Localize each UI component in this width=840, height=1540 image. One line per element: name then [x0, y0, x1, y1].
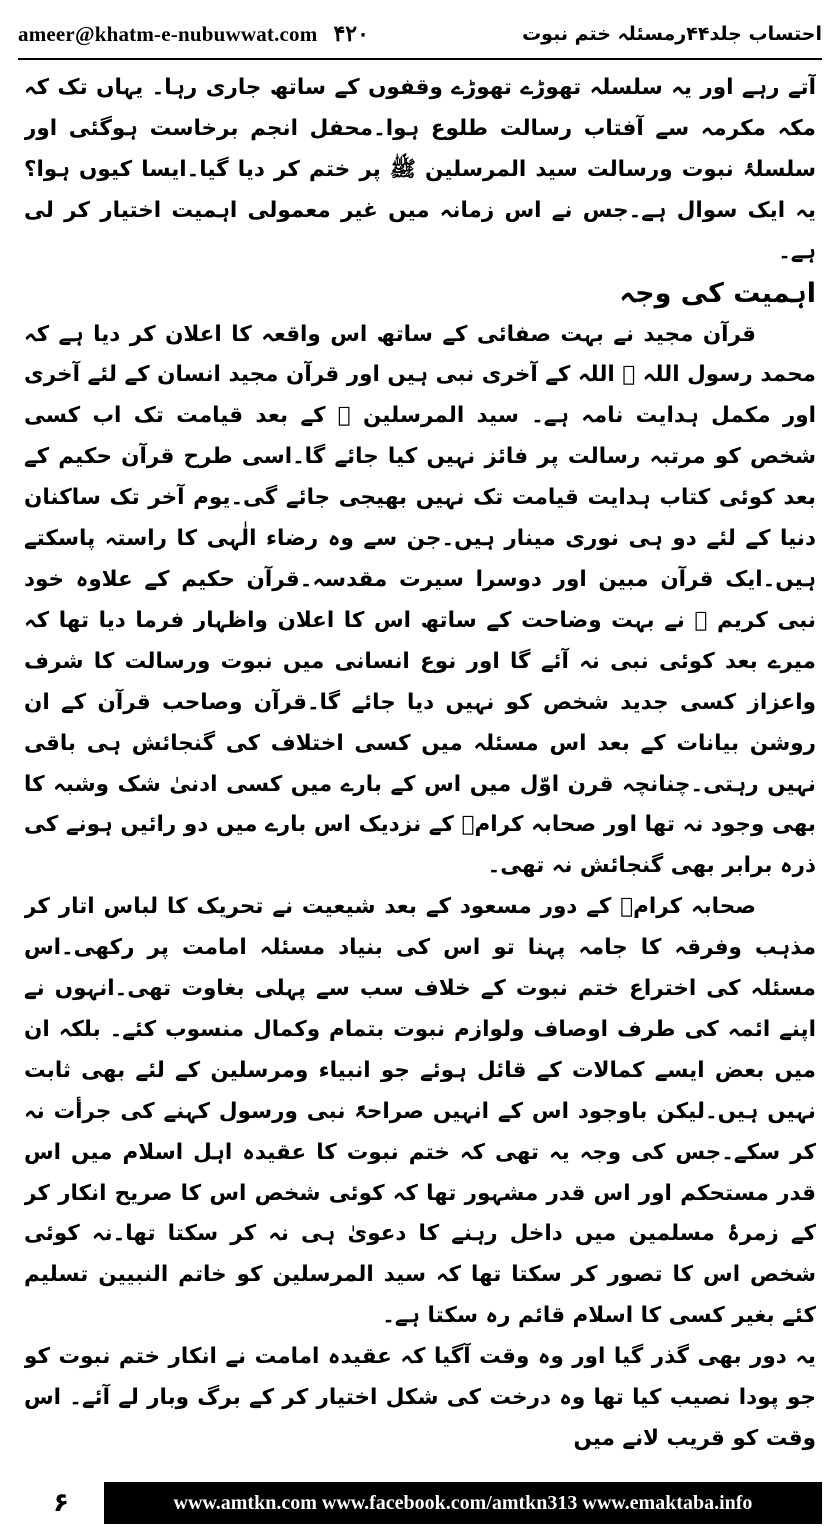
text-body	[24, 68, 816, 1466]
header-page-number: ۴۲۰	[333, 21, 369, 47]
header-left	[18, 21, 369, 47]
paragraph-2: قرآن مجید نے بہت صفائی کے ساتھ اس واقعہ کا اعلان کر دیا ہے کہ محمد رسول اللہ ﷺ اللہ کے آخری نبی ہیں اور قرآن مجید انسان کے لئے آخری اور مکمل ہدایت نامہ ہے۔ سید المرسلین ﷺ کے بعد قیامت تک اب کسی شخص کو مرتبہ رسالت پر فائز نہیں کیا جائے گا۔اسی طرح قرآن حکیم کے بعد کوئی کتاب ہدایت قیامت تک نہیں بھیجی جائے گی۔یوم آخر تک ساکنان دنیا کے لئے دو ہی نوری مینار ہیں۔جن سے وہ رضاء الٰہی کا راستہ پاسکتے ہیں۔ایک قرآن مبین اور دوسرا سیرت مقدسہ۔قرآن حکیم کے علاوہ خود نبی کریم ﷺ نے بہت وضاحت کے ساتھ اس کا اعلان واظہار فرما دیا تھا کہ میرے بعد کوئی نبی نہ آئے گا اور نوع انسانی میں نبوت ورسالت کا شرف واعزاز کسی جدید شخص کو نہیں دیا جائے گا۔قرآن وصاحب قرآن کے ان روشن بیانات کے بعد اس مسئلہ میں کسی اختلاف کی گنجائش ہی باقی نہیں رہتی۔چنانچہ قرن اوّل میں اس کے بارے میں کسی ادنیٰ شک وشبہ کا بھی وجود نہ تھا اور صحابہ کرامؓ کے نزدیک اس بارے میں دو رائیں ہونے کی ذرہ برابر بھی گنجائش نہ تھی۔	[24, 321, 816, 879]
running-title: احتساب جلد۴۴رمسئلہ ختم نبوت	[522, 23, 822, 45]
paragraph-1: آتے رہے اور یہ سلسلہ تھوڑے تھوڑے وقفوں کے ساتھ جاری رہا۔ یہاں تک کہ مکہ مکرمہ سے آفتاب رسالت طلوع ہوا۔محفل انجم برخاست ہوگئی اور سلسلۂ نبوت ورسالت سید المرسلین ﷺ پر ختم کر دیا گیا۔ایسا کیوں ہوا؟ یہ ایک سوال ہے۔جس نے اس زمانہ میں غیر معمولی اہمیت اختیار کر لی ہے۔	[24, 75, 816, 264]
header-email: ameer@khatm-e-nubuwwat.com	[18, 21, 318, 46]
paragraph-3: صحابہ کرامؓ کے دور مسعود کے بعد شیعیت نے تحریک کا لباس اتار کر مذہب وفرقہ کا جامہ پہنا تو اس کی بنیاد مسئلہ امامت پر رکھی۔اس مسئلہ کی اختراع ختم نبوت کے خلاف سب سے پہلی بغاوت تھی۔انہوں نے اپنے ائمہ کی طرف اوصاف ولوازم نبوت بتمام وکمال منسوب کئے۔ بلکہ ان میں بعض ایسے کمالات کے قائل ہوئے جو انبیاء ومرسلین کے لئے بھی ثابت نہیں ہیں۔لیکن باوجود اس کے انہیں صراحۃً نبی ورسول کہنے کی جرأت نہ کر سکے۔جس کی وجہ یہ تھی کہ ختم نبوت کا عقیدہ اہل اسلام میں اس قدر مستحکم اور اس قدر مشہور تھا کہ کوئی شخص اس کا صریح انکار کر کے زمرۂ مسلمین میں داخل رہنے کا دعویٰ ہی نہ کر سکتا تھا۔نہ کوئی شخص اس کا تصور کر سکتا تھا کہ سید المرسلین کو خاتم النبیین تسلیم کئے بغیر کسی کا اسلام قائم رہ سکتا ہے۔	[24, 894, 816, 1329]
footer-bar	[104, 1482, 822, 1524]
footer-page-number: ۶	[18, 1482, 104, 1524]
footer-links: www.amtkn.com www.facebook.com/amtkn313 www.emaktaba.info	[173, 1491, 753, 1514]
page-header	[18, 14, 822, 54]
paragraph-4: یہ دور بھی گذر گیا اور وہ وقت آگیا کہ عقیدہ امامت نے انکار ختم نبوت کو جو پودا نصیب کیا تھا وہ درخت کی شکل اختیار کر کے برگ وبار لے آئے۔ اس وقت کو قریب لانے میں	[24, 1344, 816, 1451]
page-footer	[18, 1482, 822, 1524]
header-rule	[18, 58, 822, 60]
section-heading: اہمیت کی وجہ	[619, 277, 816, 309]
